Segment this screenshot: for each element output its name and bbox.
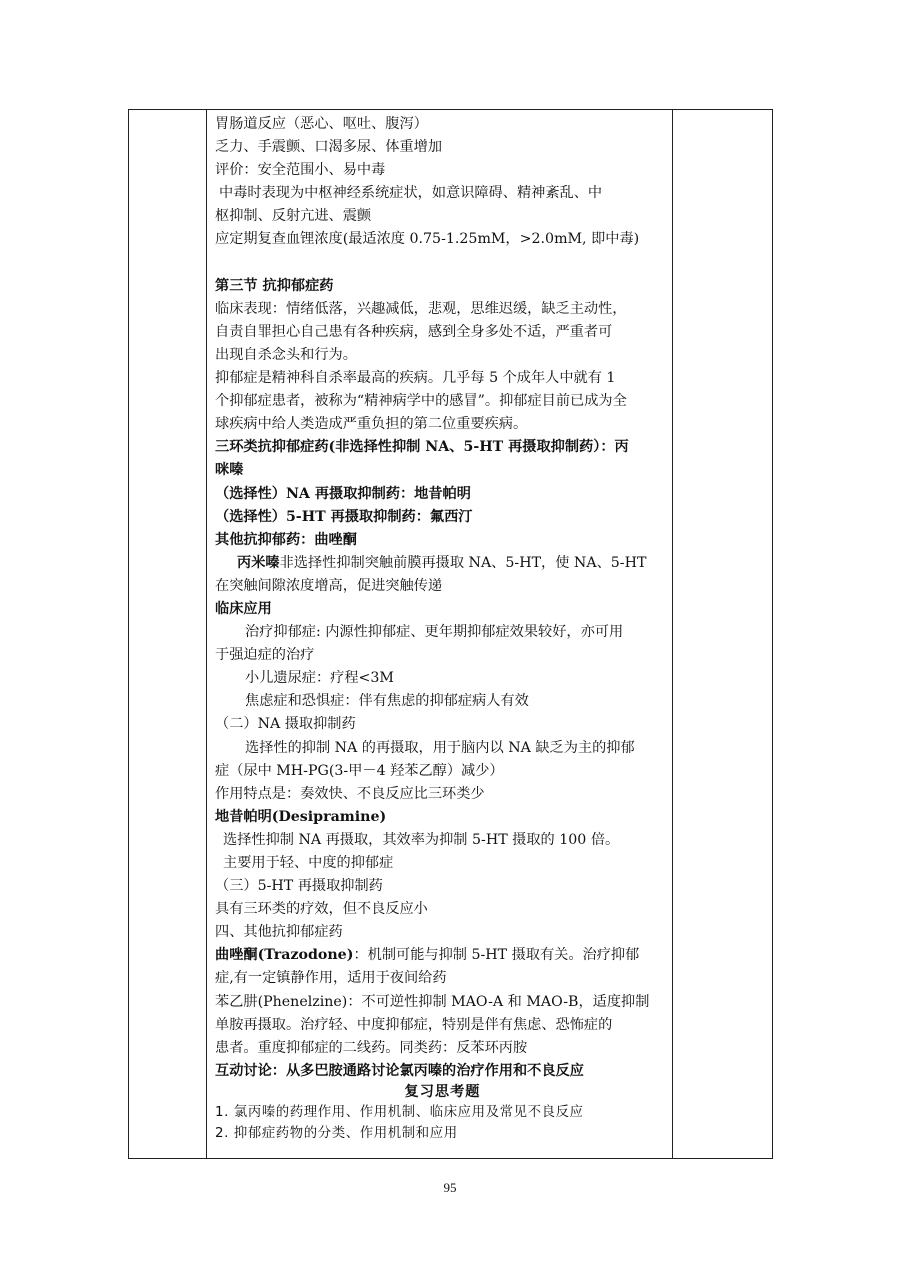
blank-line (215, 252, 670, 275)
text-line: 症,有一定镇静作用，适用于夜间给药 (215, 970, 447, 987)
review-heading: 复习思考题 (404, 1083, 481, 1100)
drug-description: 非选择性抑制突触前膜再摄取 NA、5-HT，使 NA、5-HT (279, 554, 647, 571)
text-line: 应定期复查血锂浓度(最适浓度 0.75-1.25mM，>2.0mM, 即中毒) (215, 231, 640, 248)
text-line: 在突触间隙浓度增高，促进突触传递 (215, 577, 443, 594)
drug-name-bold: 丙米嗪 (237, 554, 280, 571)
text-line: 苯乙肼(Phenelzine)：不可逆性抑制 MAO-A 和 MAO-B，适度抑制 (215, 993, 650, 1010)
bold-text-line: 其他抗抑郁药：曲唑酮 (215, 531, 357, 548)
text-line: 患者。重度抑郁症的二线药。同类药：反苯环丙胺 (215, 1039, 528, 1056)
text-line (215, 552, 670, 575)
text-line: 枢抑制、反射亢进、震颤 (215, 208, 372, 225)
text-line: 主要用于轻、中度的抑郁症 (223, 855, 394, 871)
right-column-cell (672, 110, 772, 1158)
left-column-cell (129, 110, 207, 1158)
text-line: 具有三环类的疗效，但不良反应小 (215, 901, 428, 918)
text-line (215, 944, 670, 967)
bold-text-line: 咪嗪 (215, 462, 244, 479)
review-question: 1. 氯丙嗪的药理作用、作用机制、临床应用及常见不良反应 (215, 1104, 584, 1120)
text-line: （三）5-HT 再摄取抑制药 (215, 878, 383, 895)
bold-text-line: 三环类抗抑郁症药(非选择性抑制 NA、5-HT 再摄取抑制药）：丙 (215, 439, 629, 456)
text-line: 于强迫症的治疗 (215, 647, 315, 664)
text-line: 球疾病中给人类造成严重负担的第二位重要疾病。 (215, 416, 528, 433)
text-line: 乏力、手震颤、口渴多尿、体重增加 (215, 139, 443, 156)
main-content-cell (215, 113, 670, 1144)
content-table (128, 109, 773, 1159)
text-line: 单胺再摄取。治疗轻、中度抑郁症，特别是伴有焦虑、恐怖症的 (215, 1016, 613, 1033)
text-line: 小儿遗尿症：疗程<3M (245, 670, 394, 687)
text-line: 作用特点是：奏效快、不良反应比三环类少 (215, 785, 485, 802)
text-line: 中毒时表现为中枢神经系统症状，如意识障碍、精神紊乱、中 (219, 185, 603, 202)
bold-text-line: 临床应用 (215, 600, 272, 617)
text-line: 选择性抑制 NA 再摄取，其效率为抑制 5-HT 摄取的 100 倍。 (223, 831, 620, 848)
text-line: 胃肠道反应（恶心、呕吐、腹泻） (215, 116, 428, 132)
bold-text-line: （选择性）NA 再摄取抑制药：地昔帕明 (215, 485, 471, 502)
text-line: （二）NA 摄取抑制药 (215, 716, 356, 733)
text-line: 抑郁症是精神科自杀率最高的疾病。几乎每 5 个成年人中就有 1 (215, 370, 616, 387)
text-line: 治疗抑郁症: 内源性抑郁症、更年期抑郁症效果较好，亦可用 (245, 624, 624, 641)
text-line: 出现自杀念头和行为。 (215, 346, 357, 363)
bold-text-line: 地昔帕明(Desipramine) (215, 808, 387, 825)
text-line: 个抑郁症患者，被称为“精神病学中的感冒”。抑郁症目前已成为全 (215, 393, 627, 410)
text-line: 选择性的抑制 NA 的再摄取，用于脑内以 NA 缺乏为主的抑郁 (245, 739, 635, 756)
drug-name-bold: 曲唑酮(Trazodone) (215, 947, 354, 964)
text-line: 焦虑症和恐惧症：伴有焦虑的抑郁症病人有效 (245, 693, 529, 710)
section-title: 第三节 抗抑郁症药 (215, 277, 334, 294)
text-line: 四、其他抗抑郁症药 (215, 924, 343, 941)
bold-text-line: 互动讨论：从多巴胺通路讨论氯丙嗪的治疗作用和不良反应 (215, 1062, 584, 1079)
text-line: 临床表现：情绪低落，兴趣减低，悲观，思维迟缓，缺乏主动性， (215, 300, 627, 317)
page-number: 95 (443, 1180, 457, 1195)
text-line: 评价：安全范围小、易中毒 (215, 162, 386, 179)
bold-text-line: （选择性）5-HT 再摄取抑制药：氟西汀 (215, 508, 473, 525)
text-line: 症（尿中 MH-PG(3-甲－4 羟苯乙醇）减少） (215, 762, 504, 779)
drug-description: ：机制可能与抑制 5-HT 摄取有关。治疗抑郁 (353, 947, 640, 964)
text-line: 自责自罪担心自己患有各种疾病，感到全身多处不适，严重者可 (215, 323, 613, 340)
review-question: 2. 抑郁症药物的分类、作用机制和应用 (215, 1125, 458, 1141)
